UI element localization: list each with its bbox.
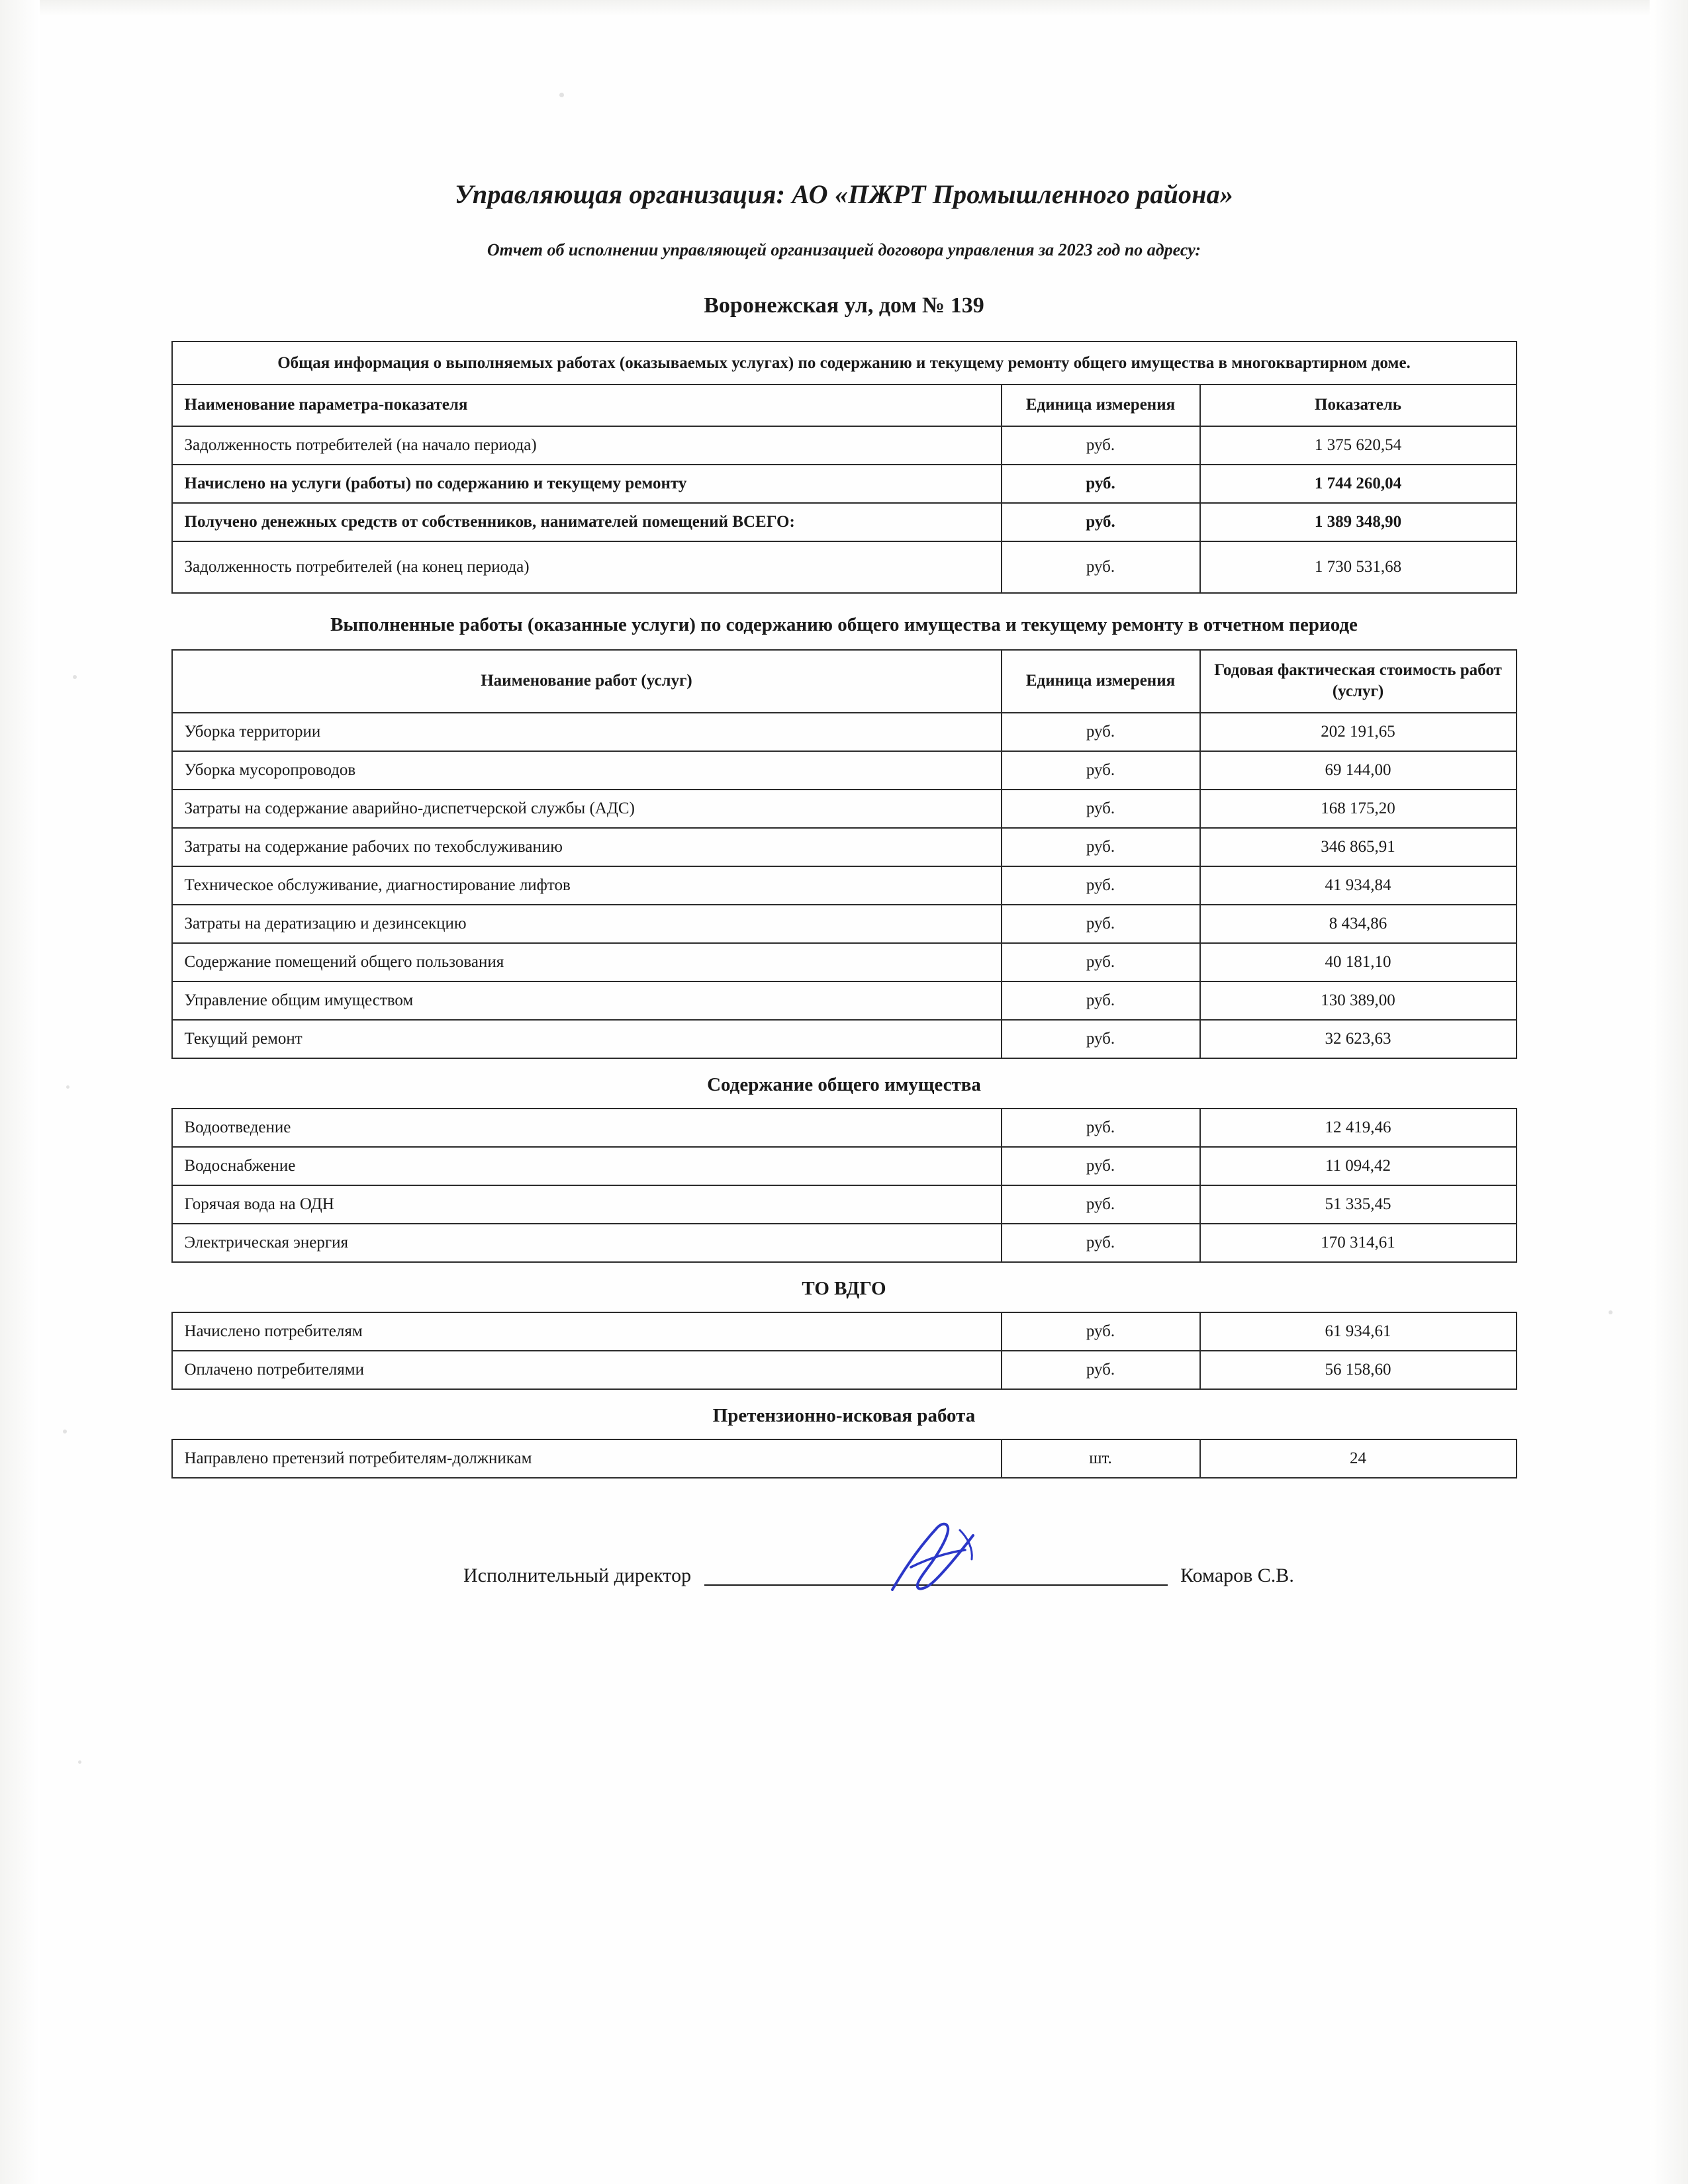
row-unit: руб. xyxy=(1002,943,1200,981)
row-name: Задолженность потребителей (на конец периода) xyxy=(172,541,1002,593)
row-name: Водоотведение xyxy=(172,1109,1002,1147)
table-row xyxy=(172,1351,1517,1389)
row-value: 56 158,60 xyxy=(1200,1351,1517,1389)
row-name: Получено денежных средств от собственников, нанимателей помещений ВСЕГО: xyxy=(172,503,1002,541)
column-header-unit: Единица измерения xyxy=(1002,650,1200,713)
row-name: Уборка мусоропроводов xyxy=(172,751,1002,790)
table-row xyxy=(172,541,1517,593)
claims-table xyxy=(171,1439,1517,1479)
report-address: Воронежская ул, дом № 139 xyxy=(704,293,984,318)
row-value: 1 389 348,90 xyxy=(1200,503,1517,541)
row-unit: руб. xyxy=(1002,1224,1200,1262)
row-name: Начислено на услуги (работы) по содержанию и текущему ремонту xyxy=(172,465,1002,503)
column-header-name: Наименование работ (услуг) xyxy=(172,650,1002,713)
row-unit: руб. xyxy=(1002,713,1200,751)
table-row xyxy=(172,465,1517,503)
table-row xyxy=(172,713,1517,751)
row-value: 130 389,00 xyxy=(1200,981,1517,1020)
signature-name: Комаров С.В. xyxy=(1180,1564,1294,1586)
vdgo-title: ТО ВДГО xyxy=(802,1277,886,1299)
table-row xyxy=(172,828,1517,866)
page-title: Управляющая организация: АО «ПЖРТ Промышленного района» xyxy=(454,179,1234,209)
row-unit: руб. xyxy=(1002,1351,1200,1389)
row-unit: руб. xyxy=(1002,790,1200,828)
row-unit: руб. xyxy=(1002,541,1200,593)
table-row xyxy=(172,1185,1517,1224)
table-row xyxy=(172,1109,1517,1147)
common-property-title: Содержание общего имущества xyxy=(707,1073,981,1095)
row-value: 69 144,00 xyxy=(1200,751,1517,790)
row-unit: руб. xyxy=(1002,426,1200,465)
signature-line xyxy=(704,1562,1168,1586)
row-name: Направлено претензий потребителям-должникам xyxy=(172,1439,1002,1478)
row-unit: руб. xyxy=(1002,465,1200,503)
row-name: Водоснабжение xyxy=(172,1147,1002,1185)
handwritten-signature-icon xyxy=(880,1518,1006,1598)
general-info-table xyxy=(171,341,1517,594)
table-row xyxy=(172,751,1517,790)
row-name: Затраты на содержание рабочих по техобслуживанию xyxy=(172,828,1002,866)
row-value: 32 623,63 xyxy=(1200,1020,1517,1058)
row-unit: руб. xyxy=(1002,1312,1200,1351)
report-subtitle: Отчет об исполнении управляющей организацией договора управления за 2023 год по адресу: xyxy=(487,240,1201,259)
row-unit: шт. xyxy=(1002,1439,1200,1478)
row-value: 11 094,42 xyxy=(1200,1147,1517,1185)
row-value: 202 191,65 xyxy=(1200,713,1517,751)
row-value: 1 375 620,54 xyxy=(1200,426,1517,465)
row-unit: руб. xyxy=(1002,905,1200,943)
row-value: 12 419,46 xyxy=(1200,1109,1517,1147)
row-name: Содержание помещений общего пользования xyxy=(172,943,1002,981)
row-name: Начислено потребителям xyxy=(172,1312,1002,1351)
row-value: 41 934,84 xyxy=(1200,866,1517,905)
row-value: 61 934,61 xyxy=(1200,1312,1517,1351)
row-name: Уборка территории xyxy=(172,713,1002,751)
column-header-unit: Единица измерения xyxy=(1002,385,1200,426)
row-name: Текущий ремонт xyxy=(172,1020,1002,1058)
table-row xyxy=(172,1439,1517,1478)
signature-block xyxy=(0,1558,1688,1617)
row-value: 346 865,91 xyxy=(1200,828,1517,866)
table-row xyxy=(172,503,1517,541)
row-value: 170 314,61 xyxy=(1200,1224,1517,1262)
column-header-name: Наименование параметра-показателя xyxy=(172,385,1002,426)
table-row xyxy=(172,905,1517,943)
row-unit: руб. xyxy=(1002,1185,1200,1224)
row-name: Затраты на дератизацию и дезинсекцию xyxy=(172,905,1002,943)
table-row xyxy=(172,1224,1517,1262)
table-row xyxy=(172,1312,1517,1351)
row-value: 51 335,45 xyxy=(1200,1185,1517,1224)
row-unit: руб. xyxy=(1002,1020,1200,1058)
table-row xyxy=(172,790,1517,828)
table-title-row xyxy=(172,341,1517,385)
row-value: 1 744 260,04 xyxy=(1200,465,1517,503)
row-unit: руб. xyxy=(1002,981,1200,1020)
table-row xyxy=(172,1020,1517,1058)
claims-title: Претензионно-исковая работа xyxy=(712,1404,976,1426)
signature-label: Исполнительный директор xyxy=(463,1564,692,1586)
row-unit: руб. xyxy=(1002,1147,1200,1185)
row-unit: руб. xyxy=(1002,828,1200,866)
row-name: Затраты на содержание аварийно-диспетчерской службы (АДС) xyxy=(172,790,1002,828)
works-section-title: Выполненные работы (оказанные услуги) по содержанию общего имущества и текущему ремонту в отчетном периоде xyxy=(330,614,1358,635)
vdgo-table xyxy=(171,1312,1517,1390)
row-value: 8 434,86 xyxy=(1200,905,1517,943)
column-header-value: Показатель xyxy=(1200,385,1517,426)
table-row xyxy=(172,1147,1517,1185)
row-value: 24 xyxy=(1200,1439,1517,1478)
row-value: 40 181,10 xyxy=(1200,943,1517,981)
row-unit: руб. xyxy=(1002,751,1200,790)
row-name: Горячая вода на ОДН xyxy=(172,1185,1002,1224)
row-name: Электрическая энергия xyxy=(172,1224,1002,1262)
works-table xyxy=(171,649,1517,1059)
row-name: Задолженность потребителей (на начало периода) xyxy=(172,426,1002,465)
row-unit: руб. xyxy=(1002,503,1200,541)
row-value: 168 175,20 xyxy=(1200,790,1517,828)
row-name: Оплачено потребителями xyxy=(172,1351,1002,1389)
table-row xyxy=(172,426,1517,465)
table-row xyxy=(172,943,1517,981)
row-name: Управление общим имуществом xyxy=(172,981,1002,1020)
column-header-value: Годовая фактическая стоимость работ (услуг) xyxy=(1200,650,1517,713)
table-row xyxy=(172,866,1517,905)
common-property-table xyxy=(171,1108,1517,1263)
table-header-row xyxy=(172,385,1517,426)
row-unit: руб. xyxy=(1002,1109,1200,1147)
general-table-title: Общая информация о выполняемых работах (оказываемых услугах) по содержанию и текущему ремонту общего имущества в многоквартирном доме. xyxy=(172,341,1517,385)
row-value: 1 730 531,68 xyxy=(1200,541,1517,593)
table-header-row xyxy=(172,650,1517,713)
row-name: Техническое обслуживание, диагностирование лифтов xyxy=(172,866,1002,905)
table-row xyxy=(172,981,1517,1020)
row-unit: руб. xyxy=(1002,866,1200,905)
